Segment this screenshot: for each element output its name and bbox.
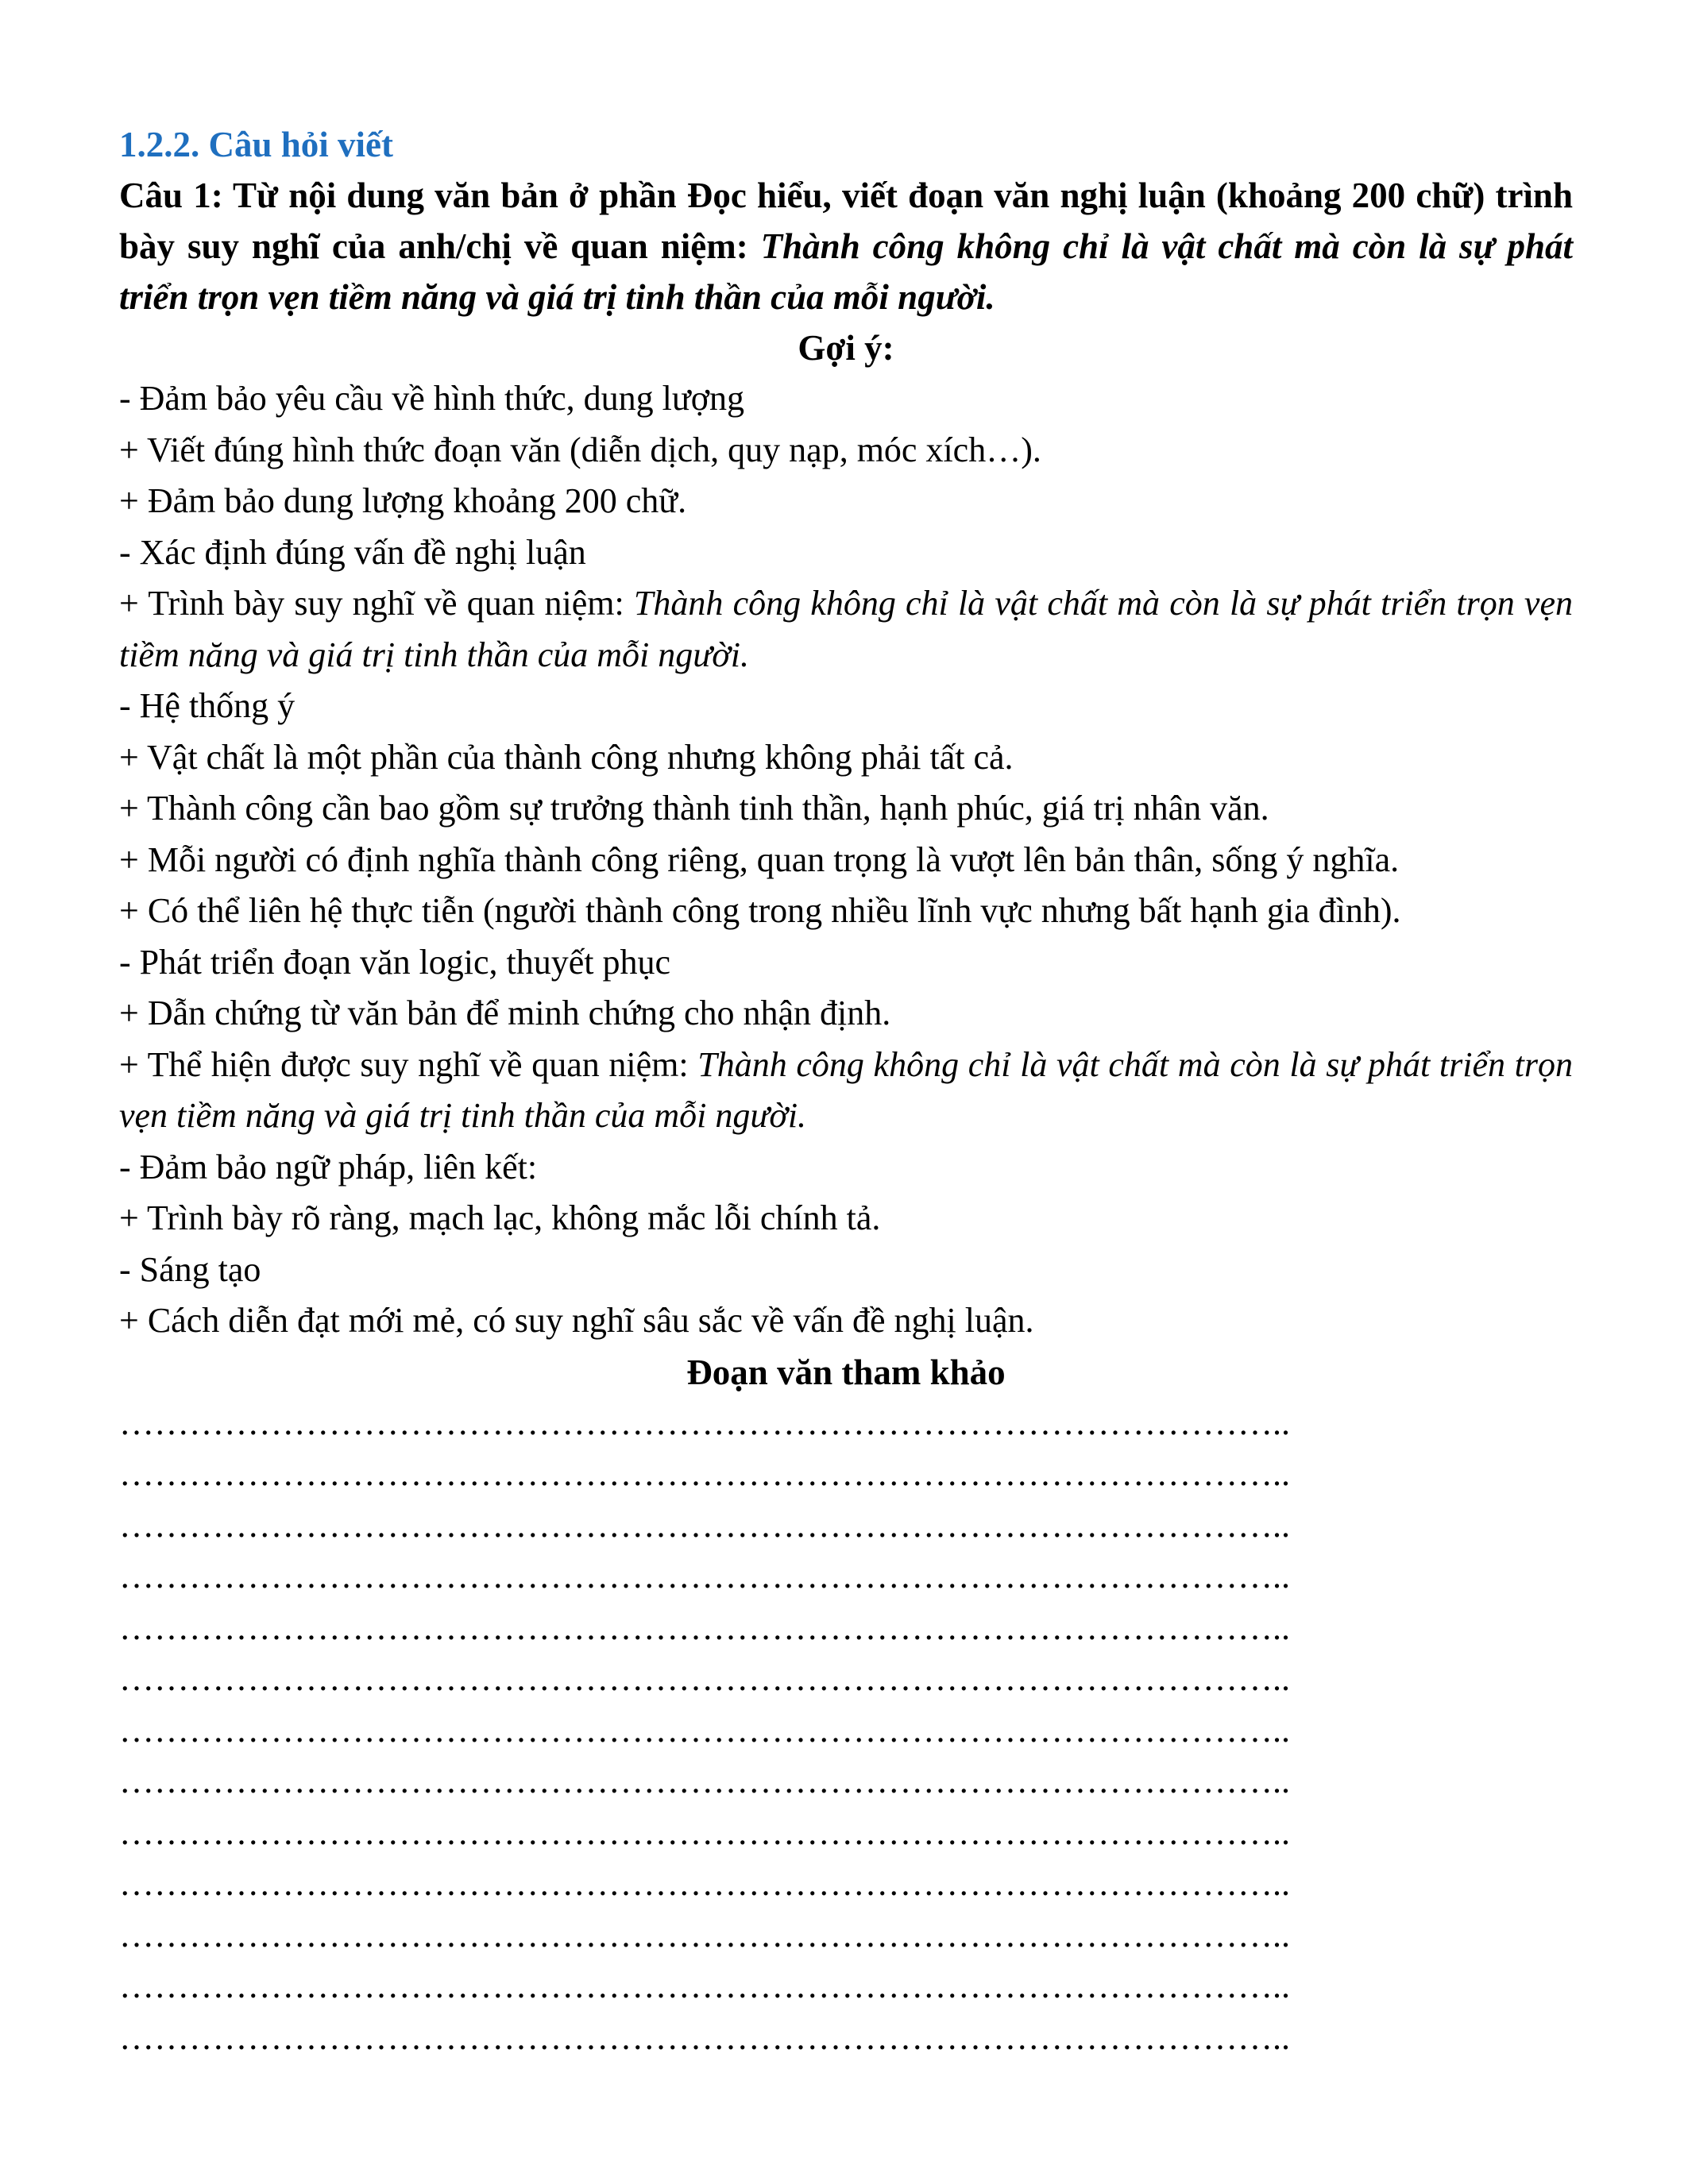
hint-line: + Đảm bảo dung lượng khoảng 200 chữ. <box>119 481 687 520</box>
answer-line: ……………………………………………………………………………………….. <box>119 1915 1290 1954</box>
hint-line: + Trình bày rõ ràng, mạch lạc, không mắc lỗi chính tả. <box>119 1198 881 1237</box>
answer-line: ……………………………………………………………………………………….. <box>119 1710 1290 1750</box>
answer-line: ……………………………………………………………………………………….. <box>119 1454 1290 1493</box>
answer-line: ……………………………………………………………………………………….. <box>119 1403 1290 1442</box>
answer-line: ……………………………………………………………………………………….. <box>119 2017 1290 2057</box>
hint-line: + Mỗi người có định nghĩa thành công riêng, quan trọng là vượt lên bản thân, sống ý nghĩa. <box>119 839 1400 879</box>
hint-line: - Đảm bảo yêu cầu về hình thức, dung lượng <box>119 379 744 418</box>
answer-line: ……………………………………………………………………………………….. <box>119 1557 1290 1596</box>
answer-line: ……………………………………………………………………………………….. <box>119 1505 1290 1545</box>
hint-line: - Hệ thống ý <box>119 686 295 725</box>
answer-line: ……………………………………………………………………………………….. <box>119 1761 1290 1800</box>
reference-title: Đoạn văn tham khảo <box>686 1352 1006 1392</box>
answer-line: ……………………………………………………………………………………….. <box>119 1966 1290 2005</box>
hint-line: - Đảm bảo ngữ pháp, liên kết: <box>119 1147 538 1187</box>
hint-line: + Có thể liên hệ thực tiễn (người thành công trong nhiều lĩnh vực nhưng bất hạnh gia đình). <box>119 891 1401 930</box>
hint-line: + Dẫn chứng từ văn bản để minh chứng cho nhận định. <box>119 994 891 1032</box>
hint-line: - Sáng tạo <box>119 1249 261 1289</box>
hint-title: Gợi ý: <box>798 328 894 368</box>
hint-quote-line-1 <box>119 578 1573 681</box>
hint-quote-line-2 <box>119 1040 1573 1142</box>
hint-quote-lead: + Thể hiện được suy nghĩ về quan niệm: <box>119 1044 698 1084</box>
question-lead: Câu 1: Từ nội dung văn bản ở phần Đọc hiểu, viết đoạn văn nghị luận (khoảng 200 chữ) trình bày suy nghĩ của anh/chị về quan niệm: <box>119 176 1573 266</box>
hint-quote-text: Thành công không chỉ là vật chất mà còn là sự phát triển trọn vẹn tiềm năng và giá trị tinh thần của mỗi người. <box>119 584 1573 674</box>
hint-line: + Vật chất là một phần của thành công nhưng không phải tất cả. <box>119 737 1014 777</box>
hint-line: + Cách diễn đạt mới mẻ, có suy nghĩ sâu sắc về vấn đề nghị luận. <box>119 1301 1034 1340</box>
hint-quote-lead: + Trình bày suy nghĩ về quan niệm: <box>119 584 634 623</box>
question-quote: Thành công không chỉ là vật chất mà còn là sự phát triển trọn vẹn tiềm năng và giá trị tinh thần của mỗi người. <box>119 226 1573 317</box>
answer-line: ……………………………………………………………………………………….. <box>119 1607 1290 1647</box>
hint-quote-text: Thành công không chỉ là vật chất mà còn là sự phát triển trọn vẹn tiềm năng và giá trị tinh thần của mỗi người. <box>119 1044 1574 1135</box>
hint-line: + Thành công cần bao gồm sự trưởng thành tinh thần, hạnh phúc, giá trị nhân văn. <box>119 789 1269 828</box>
document-page <box>119 119 1573 2063</box>
hint-line: - Xác định đúng vấn đề nghị luận <box>119 532 586 572</box>
answer-line: ……………………………………………………………………………………….. <box>119 1659 1290 1698</box>
answer-line: ……………………………………………………………………………………….. <box>119 1864 1290 1903</box>
answer-line: ……………………………………………………………………………………….. <box>119 1812 1290 1852</box>
hint-line: - Phát triển đoạn văn logic, thuyết phục <box>119 942 671 982</box>
question-1 <box>119 170 1573 322</box>
hint-line: + Viết đúng hình thức đoạn văn (diễn dịch, quy nạp, móc xích…). <box>119 430 1041 469</box>
section-heading: 1.2.2. Câu hỏi viết <box>119 125 394 164</box>
